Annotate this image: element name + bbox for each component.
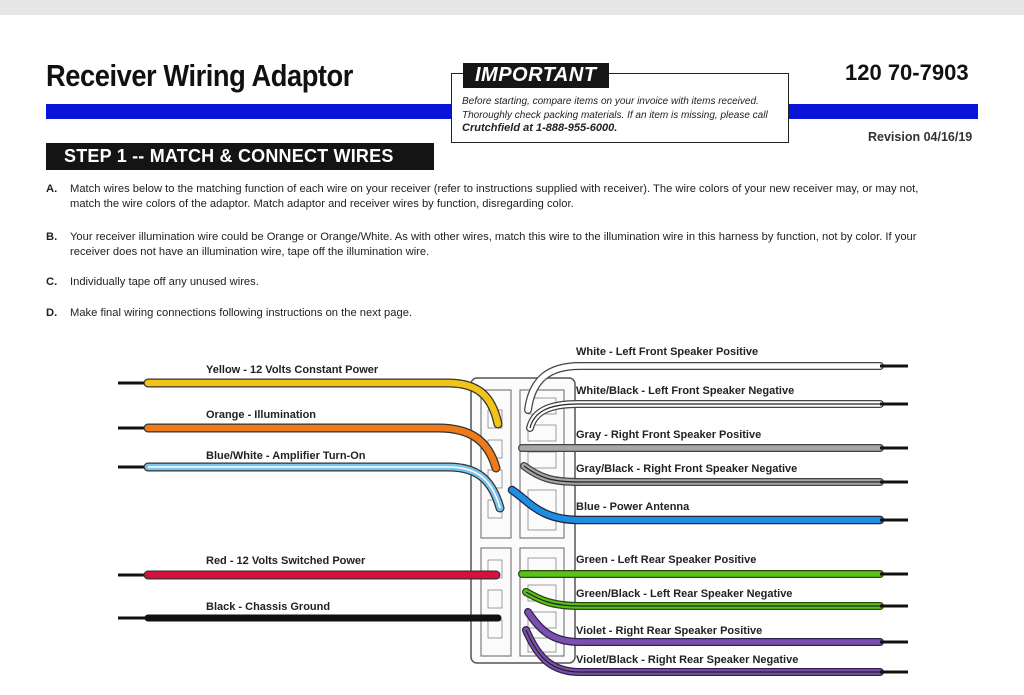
wire-blue-white (118, 467, 500, 508)
wire-white-black (530, 404, 908, 428)
important-title: IMPORTANT (463, 63, 609, 88)
important-phone: Crutchfield at 1-888-955-6000. (462, 122, 618, 134)
part-number: 120 70-7903 (845, 60, 969, 85)
instruction-letter: D. (46, 307, 58, 319)
label-gray: Gray - Right Front Speaker Positive (576, 429, 762, 441)
label-black: Black - Chassis Ground (206, 601, 331, 613)
instruction-letter: B. (46, 231, 58, 243)
label-violet: Violet - Right Rear Speaker Positive (576, 625, 763, 637)
label-yellow: Yellow - 12 Volts Constant Power (206, 364, 379, 376)
instruction-text: Make final wiring connections following instructions on the next page. (70, 307, 413, 319)
label-blue-white: Blue/White - Amplifier Turn-On (206, 450, 366, 462)
instruction-letter: A. (46, 183, 58, 195)
instruction-text: Individually tape off any unused wires. (70, 276, 259, 288)
label-white: White - Left Front Speaker Positive (576, 346, 759, 358)
step-header: STEP 1 -- MATCH & CONNECT WIRES (46, 143, 434, 170)
label-violet-black: Violet/Black - Right Rear Speaker Negative (576, 654, 799, 666)
document-title: Receiver Wiring Adaptor (46, 58, 353, 93)
important-body: Before starting, compare items on your invoice with items received. Thoroughly check packing materials. If an item is missing, please call (462, 96, 768, 121)
instruction-letter: C. (46, 276, 58, 288)
instruction-text: Match wires below to the matching function of each wire on your receiver (refer to instructions supplied with receiver). The wire colors of your new receiver may, or may not, match the wire colors of the adaptor. Match adaptor and receiver wires by function, disregarding color. (70, 183, 919, 210)
wire-orange (118, 428, 496, 468)
revision-date: Revision 04/16/19 (868, 130, 973, 144)
label-gray-black: Gray/Black - Right Front Speaker Negative (576, 463, 798, 475)
instruction-text: Your receiver illumination wire could be Orange or Orange/White. As with other wires, match this wire to the illumination wire in this harness by function, not by color. If your receiver does not have an illumination wire, tape off the illumination wire. (70, 231, 917, 258)
label-white-black: White/Black - Left Front Speaker Negative (576, 385, 795, 397)
label-blue: Blue - Power Antenna (576, 501, 690, 513)
label-green: Green - Left Rear Speaker Positive (576, 554, 757, 566)
label-red: Red - 12 Volts Switched Power (206, 555, 366, 567)
label-green-black: Green/Black - Left Rear Speaker Negative (576, 588, 793, 600)
label-orange: Orange - Illumination (206, 409, 317, 421)
